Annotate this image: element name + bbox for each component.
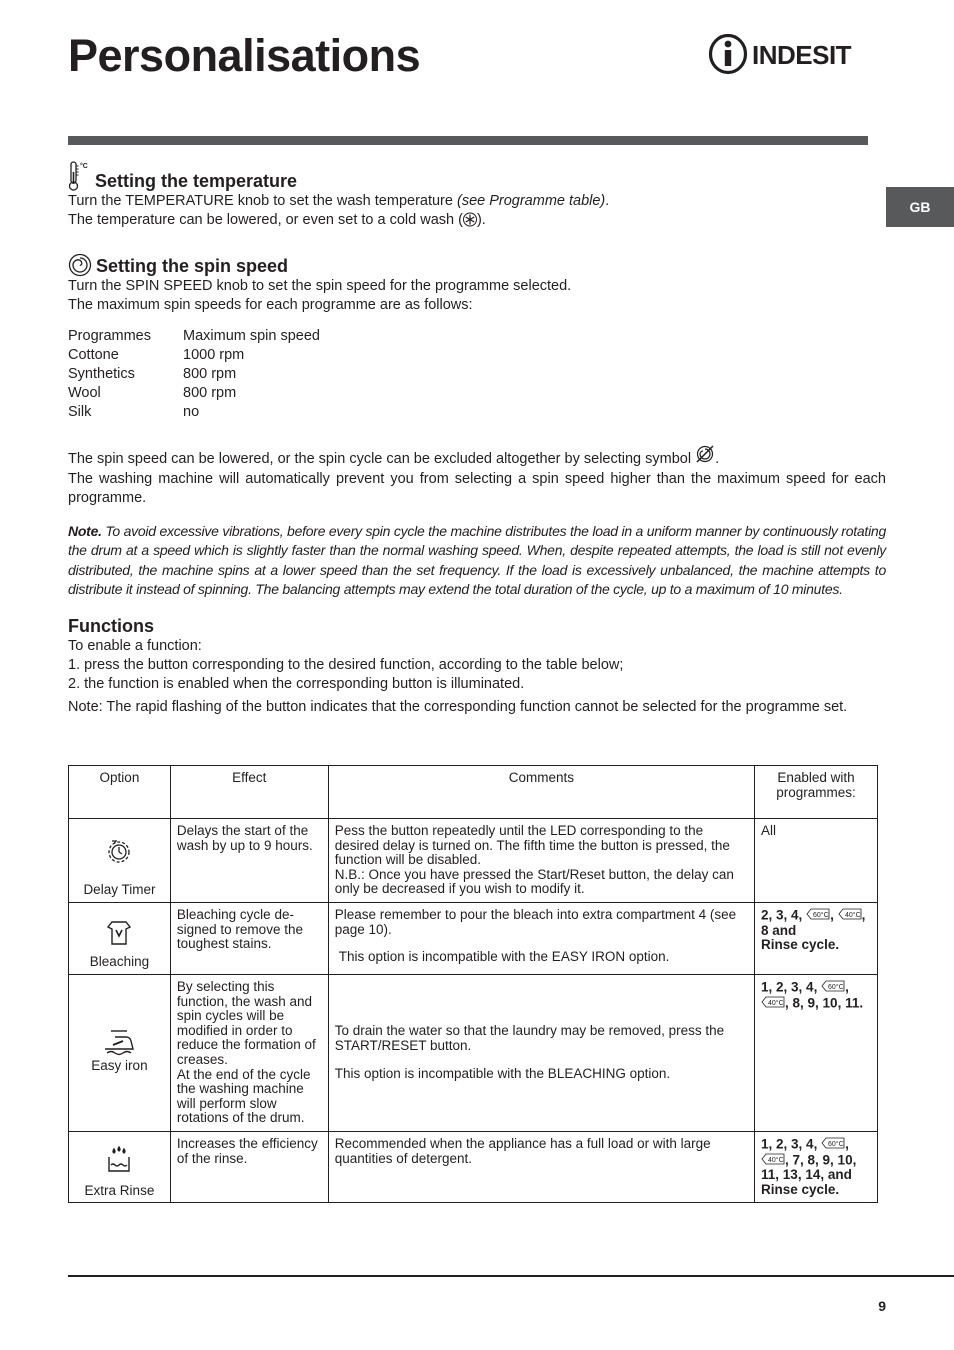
spin-table-cell: Silk (68, 404, 92, 420)
option-label: Delay Timer (83, 882, 156, 898)
temp-40-badge-icon (761, 996, 785, 1012)
spin-table-header: Programmes (68, 328, 151, 344)
snowflake-icon (463, 212, 477, 233)
option-extra-rinse (69, 1131, 171, 1202)
functions-step-1: 1. press the button corresponding to the desired function, according to the table below; (68, 657, 624, 673)
option-delay-timer (69, 819, 171, 903)
brand-wordmark: INDESIT (752, 40, 852, 70)
effect-cell: Increases the efficiency of the rinse. (170, 1131, 328, 1202)
table-row (69, 1131, 878, 1202)
comments-cell: Recommended when the appliance has a full load or with large quantities of detergent. (328, 1131, 754, 1202)
spin-table-cell: no (183, 404, 200, 420)
language-tab: GB (886, 187, 954, 227)
functions-section (68, 615, 886, 717)
easy-iron-icon (101, 1027, 137, 1057)
options-table (68, 765, 878, 1203)
spin-table-cell: Synthetics (68, 366, 135, 382)
option-easy-iron (69, 975, 171, 1132)
comments-cell: To drain the water so that the laundry may be removed, press the START/RESET button. This option is incompatible with the BLEACHING option. (328, 975, 754, 1132)
table-row (69, 975, 878, 1132)
bleaching-icon (104, 918, 134, 948)
header-rule (68, 136, 868, 145)
spin-line-2: The maximum spin speeds for each programme are as follows: (68, 297, 473, 313)
page-number: 9 (878, 1298, 886, 1314)
table-row (68, 365, 320, 384)
spin-table-cell: 1000 rpm (183, 347, 245, 363)
svg-text:40°C: 40°C (768, 1156, 784, 1164)
spin-section (68, 253, 886, 422)
footer-rule (68, 1275, 954, 1277)
spin-table-cell: 800 rpm (183, 366, 237, 382)
comments-cell: Please remember to pour the bleach into extra compartment 4 (see page 10). This option is incompatible with the EASY IRON option. (328, 903, 754, 975)
functions-step-2: 2. the function is enabled when the corresponding button is illuminated. (68, 676, 525, 692)
svg-text:40°C: 40°C (844, 912, 861, 919)
note-text: To avoid excessive vibrations, before every spin cycle the machine distributes the load in a uniform manner by continuously rotating the drum at a speed which is slightly faster than the normal washing speed. When, despite repeated attempts, the load is still not evenly distributed, the machine spins at a lower speed than the set frequency. If the load is excessively unbalanced, the machine attempts to distribute it instead of spinning. The balancing attempts may extend the total duration of the cycle, up to a maximum of 10 minutes. (68, 523, 886, 598)
option-label: Bleaching (89, 954, 150, 970)
functions-intro: To enable a function: (68, 638, 202, 654)
table-row (68, 384, 320, 403)
column-header-programmes: Enabled with programmes: (755, 766, 878, 819)
spin-line-1: Turn the SPIN SPEED knob to set the spin speed for the programme selected. (68, 278, 572, 294)
effect-cell: Bleaching cycle de-signed to remove the toughest stains. (170, 903, 328, 975)
functions-heading: Functions (68, 616, 154, 636)
spin-table-header: Maximum spin speed (183, 328, 320, 344)
table-row (68, 327, 320, 346)
comments-cell: Pess the button repeatedly until the LED corresponding to the desired delay is turned on. The fifth time the button is pressed, the function will be disabled. N.B.: Once you have pressed the Start/Reset button, the delay can only be decreased if you wish to modify it. (328, 819, 754, 903)
table-row (69, 766, 878, 819)
extra-rinse-icon (104, 1145, 134, 1175)
temperature-heading: Setting the temperature (95, 171, 298, 191)
spin-lowered-text: The spin speed can be lowered, or the spin cycle can be excluded altogether by selecting symbol . (68, 444, 886, 470)
column-header-option: Option (69, 766, 171, 819)
delay-timer-icon (104, 836, 134, 866)
svg-text:60°C: 60°C (828, 984, 844, 991)
indesit-logo (708, 33, 870, 75)
programmes-cell: 1, 2, 3, 4, 60°C , 40°C , 8, 9, 10, 11. (755, 975, 878, 1132)
spin-notes (68, 444, 886, 508)
temp-40-badge-icon (761, 1153, 785, 1169)
temperature-line-2: The temperature can be lowered, or even set to a cold wash ( ). (68, 211, 886, 233)
temp-60-badge-icon (821, 980, 845, 996)
functions-note: Note: The rapid flashing of the button indicates that the corresponding function cannot be selected for the programme set. (68, 699, 848, 715)
column-header-comments: Comments (328, 766, 754, 819)
table-row (69, 819, 878, 903)
svg-text:60°C: 60°C (813, 912, 829, 919)
note-label: Note. (68, 523, 102, 539)
svg-text:40°C: 40°C (768, 999, 784, 1007)
spin-heading: Setting the spin speed (96, 256, 289, 276)
spin-note (68, 522, 886, 600)
table-row (69, 903, 878, 975)
option-label: Easy iron (91, 1057, 148, 1073)
spin-table-cell: Wool (68, 385, 101, 401)
svg-text:60°C: 60°C (828, 1140, 844, 1148)
programmes-cell: All (755, 819, 878, 903)
programmes-cell: 1, 2, 3, 4, 60°C , 40°C , 7, 8, 9, 10, 11, 13, 14, and Rinse cycle. (755, 1131, 878, 1202)
temp-60-badge-icon (806, 908, 830, 924)
spin-table-cell: 800 rpm (183, 385, 237, 401)
spin-speed-table (68, 327, 320, 422)
spin-icon (68, 253, 92, 277)
effect-cell: Delays the start of the wash by up to 9 hours. (170, 819, 328, 903)
temp-40-badge-icon (838, 908, 862, 924)
option-label: Extra Rinse (84, 1182, 155, 1198)
svg-text:°C: °C (80, 163, 88, 170)
table-row (68, 403, 320, 422)
temp-60-badge-icon (821, 1137, 845, 1153)
temperature-line-1: Turn the TEMPERATURE knob to set the wash temperature (see Programme table). (68, 193, 610, 209)
programmes-cell: 2, 3, 4, 60°C , 40°C , 8 and Rinse cycle. (755, 903, 878, 975)
page-title: Personalisations (68, 30, 421, 81)
spin-table-cell: Cottone (68, 347, 119, 363)
effect-cell: By selecting this function, the wash and spin cycles will be modified in order to reduce the formation of creases. At the end of the cycle the washing machine will perform slow rotations of the drum. (170, 975, 328, 1132)
table-row (68, 346, 320, 365)
no-spin-icon (695, 444, 715, 470)
option-bleaching (69, 903, 171, 975)
spin-prevent-text: The washing machine will automatically prevent you from selecting a spin speed higher than the maximum speed for each programme. (68, 471, 886, 506)
thermometer-icon (68, 160, 91, 192)
column-header-effect: Effect (170, 766, 328, 819)
temperature-section (68, 160, 886, 233)
